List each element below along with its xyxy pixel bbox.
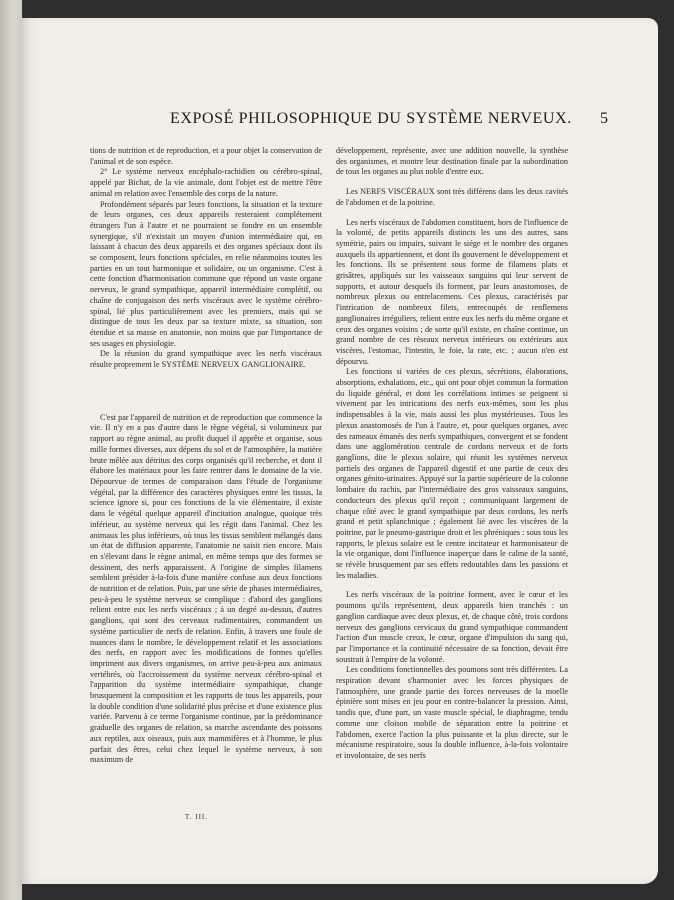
running-head: EXPOSÉ PHILOSOPHIQUE DU SYSTÈME NERVEUX. — [170, 110, 572, 127]
right-paragraph-5: Les nerfs viscéraux de la poitrine forment, avec le cœur et les poumons qu'ils représentent, deux appareils bien tranchés : un ganglion cardiaque avec deux plexus, et, de chaque côté, trois cordons nerveux des ganglions cervicaux du grand sympathique commandent l'action d'un muscle creux, le cœur, organe d'impulsion du sang qui, par l'importance et la continuité nécessaire de sa fonction, devait être soustrait à l'empire de la volonté. — [336, 590, 568, 664]
signature-mark: T. III. — [185, 813, 208, 821]
right-paragraph-2: Les NERFS VISCÉRAUX sont très différens dans les deux cavités de l'abdomen et de la poitrine. — [336, 187, 568, 207]
book-page — [20, 18, 658, 884]
right-column — [336, 146, 568, 762]
left-paragraph-1: tions de nutrition et de reproduction, et a pour objet la conservation de l'animal et de son espèce. — [90, 146, 322, 166]
right-paragraph-1: développement, représente, avec une addition nouvelle, la synthèse des organismes, et montre leur destination finale par la subordination de tous les organes au plus noble d'entre eux. — [336, 146, 568, 177]
right-paragraph-4: Les fonctions si variées de ces plexus, sécrétions, élaborations, absorptions, exhalations, etc., qui ont pour objet commun la formation du liquide général, et dont les corrélations intimes se peignent si vivement par les intrications des nerfs eux-mêmes, sont les plus indispensables à la vie, mais aussi les plus mystérieuses. Tous les plexus anastomosés de l'un à l'autre, et, pour quelques organes, avec des rameaux émanés des nerfs sympathiques, convergent et se fondent dans une agglomération centrale de cordons nerveux et de forts ganglions, dite le plexus solaire, qui réunit les systèmes nerveux partiels des organes de l'appareil digestif et une partie de ceux des organes génito-urinaires. Appuyé sur la partie supérieure de la colonne lombaire du rachis, par l'intermédiaire des gros vaisseaux sanguins, conducteurs des plexus qu'il reçoit ; communiquant largement de chaque côté avec le grand sympathique par deux cordons, les nerfs grand et petit splanchnique ; également lié avec les viscères de la poitrine, par le pneumo-gastrique droit et les phréniques : sous tous les rapports, le plexus solaire est le centre incitateur et harmonisateur de la vie organique, dont l'influence inaperçue dans le calme de la santé, se révèle brusquement par ses effets redoutables dans les passions et les maladies. — [336, 367, 568, 580]
page-header — [170, 110, 608, 130]
book-left-page-edge — [0, 0, 22, 900]
left-column — [90, 146, 322, 766]
page-number: 5 — [600, 110, 608, 127]
right-paragraph-6: Les conditions fonctionnelles des poumons sont très différentes. La respiration devant s'harmonier avec les forces physiques de l'atmosphère, une grande partie des forces nerveuses de la moelle épinière sont mises en jeu pour en contre-balancer la pression. Ainsi, tandis que, d'une part, un vaste muscle spécial, le diaphragme, tendu comme une cloison mobile de séparation entre la poitrine et l'abdomen, exerce l'action la plus puissante et la plus directe, sur le mécanisme respiratoire, sous la double influence, à-la-fois volontaire et involontaire, de ses nerfs — [336, 665, 568, 760]
right-paragraph-3: Les nerfs viscéraux de l'abdomen constituent, hors de l'influence de la volonté, de petits appareils distincts les uns des autres, sans symétrie, pairs ou impairs, suivant le siége et le nombre des organes auxquels ils appartiennent, et dont ils gouvernent le développement et les fonctions. Ils se présentent sous forme de filamens plats et grisâtres, appliqués sur les vaisseaux sanguins qui leur servent de supports, et autour desquels ils forment, par leurs anastomoses, de nombreux plexus ou entrelacemens. Ces plexus, caractérisés par l'intrication de nombreux filets, entrecoupés de renflemens ganglionaires irréguliers, relient entre eux les nerfs du même organe et ceux des organes voisins ; de sorte qu'il existe, en chaîne continue, un grand nombre de ces réseaux nerveux intérieurs ou extérieurs aux viscères, l'estomac, l'intestin, le foie, la rate, etc. ; aucun n'en est dépourvu. — [336, 217, 568, 366]
left-paragraph-4: De la réunion du grand sympathique avec les nerfs viscéraux résulte proprement le SYSTÈME NERVEUX GANGLIONAIRE. — [90, 349, 322, 370]
left-paragraph-2: 2° Le système nerveux encéphalo-rachidien ou cérébro-spinal, appelé par Bichat, de la vie animale, dont l'objet est de mettre l'être animal en relation avec l'ensemble des corps de la nature. — [90, 167, 322, 198]
left-paragraph-3: Profondément séparés par leurs fonctions, la situation et la texture de leurs organes, ces deux appareils resteraient complétement étrangers l'un à l'autre et ne pourraient se fondre en un ensemble synergique, s'il n'existait un moyen d'union intermédiaire qui, en laissant à chacun des deux appareils et des organes spéciaux dont ils se composent, leurs fonctions spéciales, en relie néanmoins toutes les parties en un tout harmonique et solidaire, ou un organisme. C'est à cette fonction d'harmonisation commune que répond un vaste organe nerveux, le grand sympathique, appareil intermédiaire complétif, ou chaîne de conjugaison des nerfs viscéraux avec le système cérébro-spinal, lié plus particulièrement avec les premiers, mais qui se distingue de tous les deux par sa texture mixte, sa situation, son étendue et sa masse en anatomie, non moins que par l'importance de ses usages en physiologie. — [90, 199, 322, 348]
left-paragraph-5: C'est par l'appareil de nutrition et de reproduction que commence la vie. Il n'y en a pas d'autre dans le règne végétal, si volumineux par rapport au règne animal, au profit duquel il apprête et organise, sous mille formes diverses, aux dépens du sol et de l'atmosphère, la matière brute mêlée aux détritus des corps organisés qu'il recherche, et dont il élabore les matériaux pour les faire rentrer dans le domaine de la vie. Dépourvue de termes de comparaison dans l'étude de l'organisme végétal, par la différence des caractères physiques entre les tissus, la science ignore si, pour ces fonctions de la vie élémentaire, il existe dans le végétal quelque appareil d'incitation analogue, quoique très inférieur, au système nerveux qui les régit dans l'animal. Chez les animaux les plus inférieurs, où tous les tissus semblent mélangés dans un état de diffusion apparente, l'anatomie ne saisit rien encore. Mais en s'élevant dans le règne animal, en même temps que des formes se dessinent, des nerfs apparaissent. A l'origine de simples filamens semblent présider à-la-fois d'une manière confuse aux deux fonctions de nutrition et de relation. Puis, par une série de phases intermédiaires, peu-à-peu le système nerveux se complique : d'abord des ganglions relient entre eux les nerfs viscéraux ; à un degré au-dessus, d'autres ganglions, qui sont des cerveaux rudimentaires, commandent un système particulier de nerfs de relation. Enfin, à travers une foule de nuances dans le nombre, le développement relatif et les associations des nerfs, en rapport avec les modifications de formes qu'elles impriment aux divers organismes, on arrive peu-à-peu aux animaux vertébrés, où l'accroissement du système nerveux cérébro-spinal et l'apparition du système intermédiaire sympathique, change brusquement la composition et les rapports de tous les appareils, pour la double condition d'une solidarité plus précise et d'une existence plus variée. Parvenu à ce terme l'organisme continue, par la prédominance graduelle des organes de relation, sa marche ascendante des poissons aux reptiles, aux oiseaux, puis aux mammifères et à l'homme, le plus parfait des êtres, celui chez lequel le système nerveux, à son maximum de — [90, 412, 322, 765]
